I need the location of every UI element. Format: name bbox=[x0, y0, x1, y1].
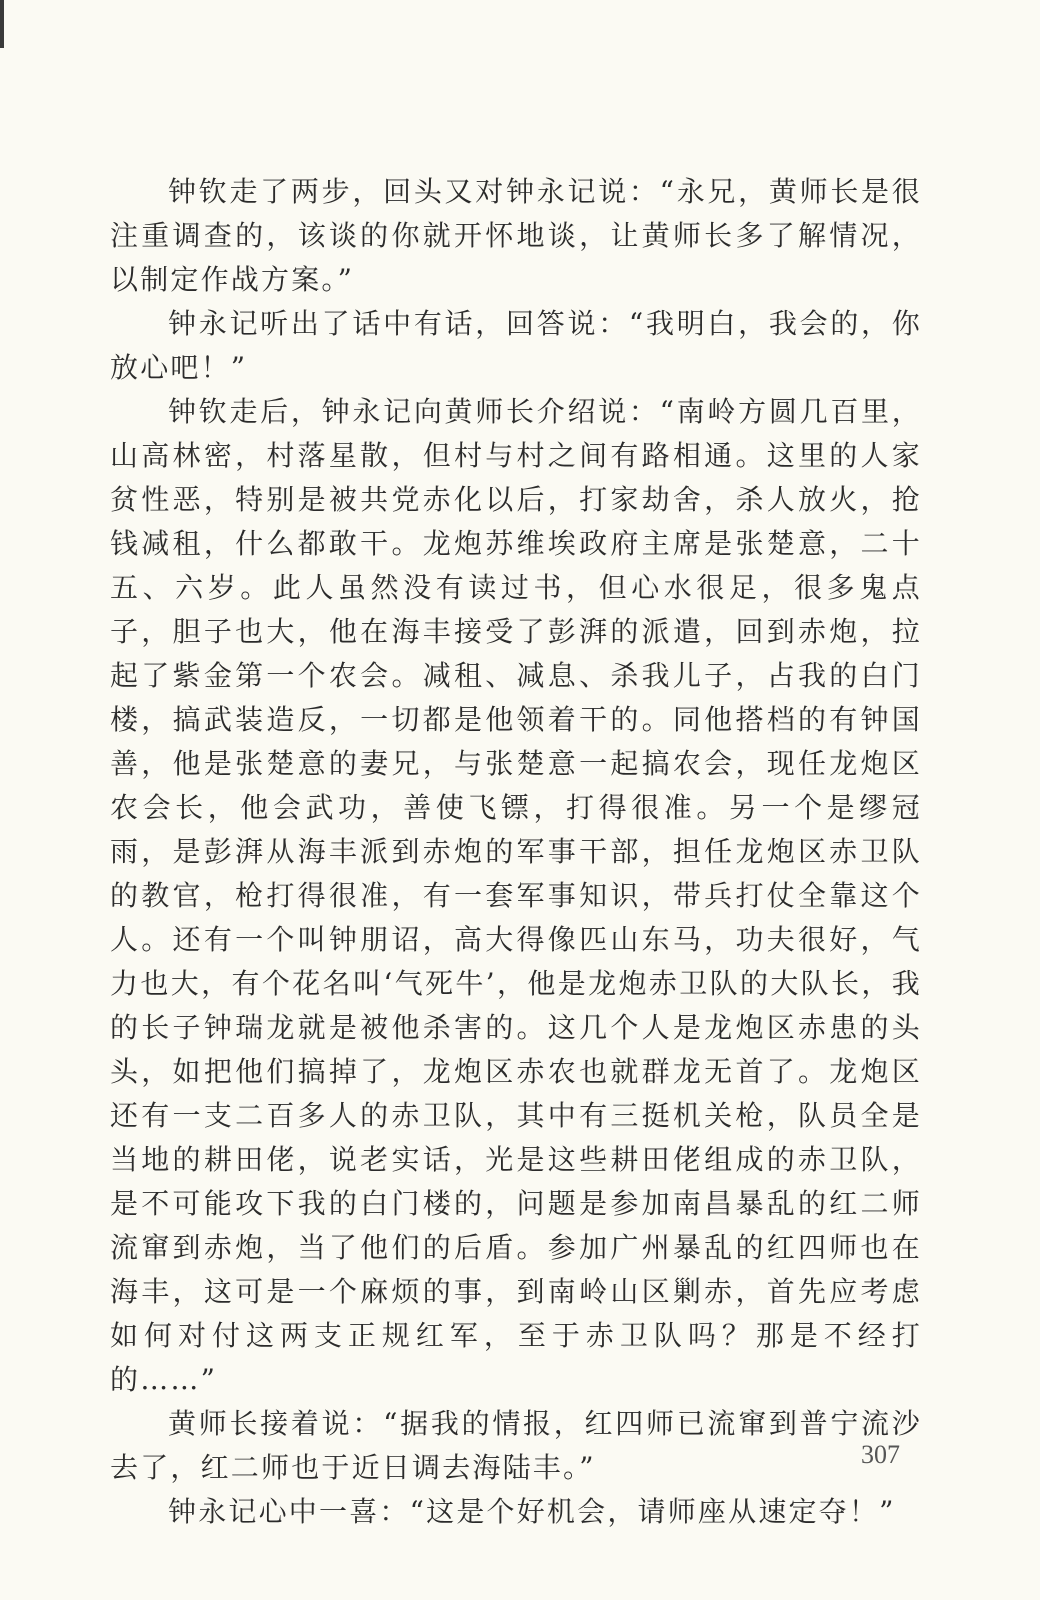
paragraph: 钟钦走了两步，回头又对钟永记说：“永兄，黄师长是很注重调查的，该谈的你就开怀地谈，让黄师长多了解情况，以制定作战方案。” bbox=[110, 175, 922, 296]
paragraph: 黄师长接着说：“据我的情报，红四师已流窜到普宁流沙去了，红二师也于近日调去海陆丰。” bbox=[110, 1407, 922, 1484]
body-text bbox=[110, 170, 922, 1534]
paragraph: 钟永记心中一喜：“这是个好机会，请师座从速定夺！” bbox=[168, 1495, 896, 1528]
paragraph: 钟钦走后，钟永记向黄师长介绍说：“南岭方圆几百里，山高林密，村落星散，但村与村之间有路相通。这里的人家贫性恶，特别是被共党赤化以后，打家劫舍，杀人放火，抢钱减租，什么都敢干。龙炮苏维埃政府主席是张楚意，二十五、六岁。此人虽然没有读过书，但心水很足，很多鬼点子，胆子也大，他在海丰接受了彭湃的派遣，回到赤炮，拉起了紫金第一个农会。减租、减息、杀我儿子，占我的白门楼，搞武装造反，一切都是他领着干的。同他搭档的有钟国善，他是张楚意的妻兄，与张楚意一起搞农会，现任龙炮区农会长，他会武功，善使飞镖，打得很准。另一个是缪冠雨，是彭湃从海丰派到赤炮的军事干部，担任龙炮区赤卫队的教官，枪打得很准，有一套军事知识，带兵打仗全靠这个人。还有一个叫钟朋诏，高大得像匹山东马，功夫很好，气力也大，有个花名叫‘气死牛’，他是龙炮赤卫队的大队长，我的长子钟瑞龙就是被他杀害的。这几个人是龙炮区赤患的头头，如把他们搞掉了，龙炮区赤农也就群龙无首了。龙炮区还有一支二百多人的赤卫队，其中有三挺机关枪，队员全是当地的耕田佬，说老实话，光是这些耕田佬组成的赤卫队，是不可能攻下我的白门楼的，问题是参加南昌暴乱的红二师流窜到赤炮，当了他们的后盾。参加广州暴乱的红四师也在海丰，这可是一个麻烦的事，到南岭山区剿赤，首先应考虑如何对付这两支正规红军，至于赤卫队吗？那是不经打的……” bbox=[110, 395, 922, 1396]
binding-edge-mark bbox=[0, 0, 4, 48]
paragraph: 钟永记听出了话中有话，回答说：“我明白，我会的，你放心吧！” bbox=[110, 307, 922, 384]
page-number: 307 bbox=[861, 1440, 900, 1469]
